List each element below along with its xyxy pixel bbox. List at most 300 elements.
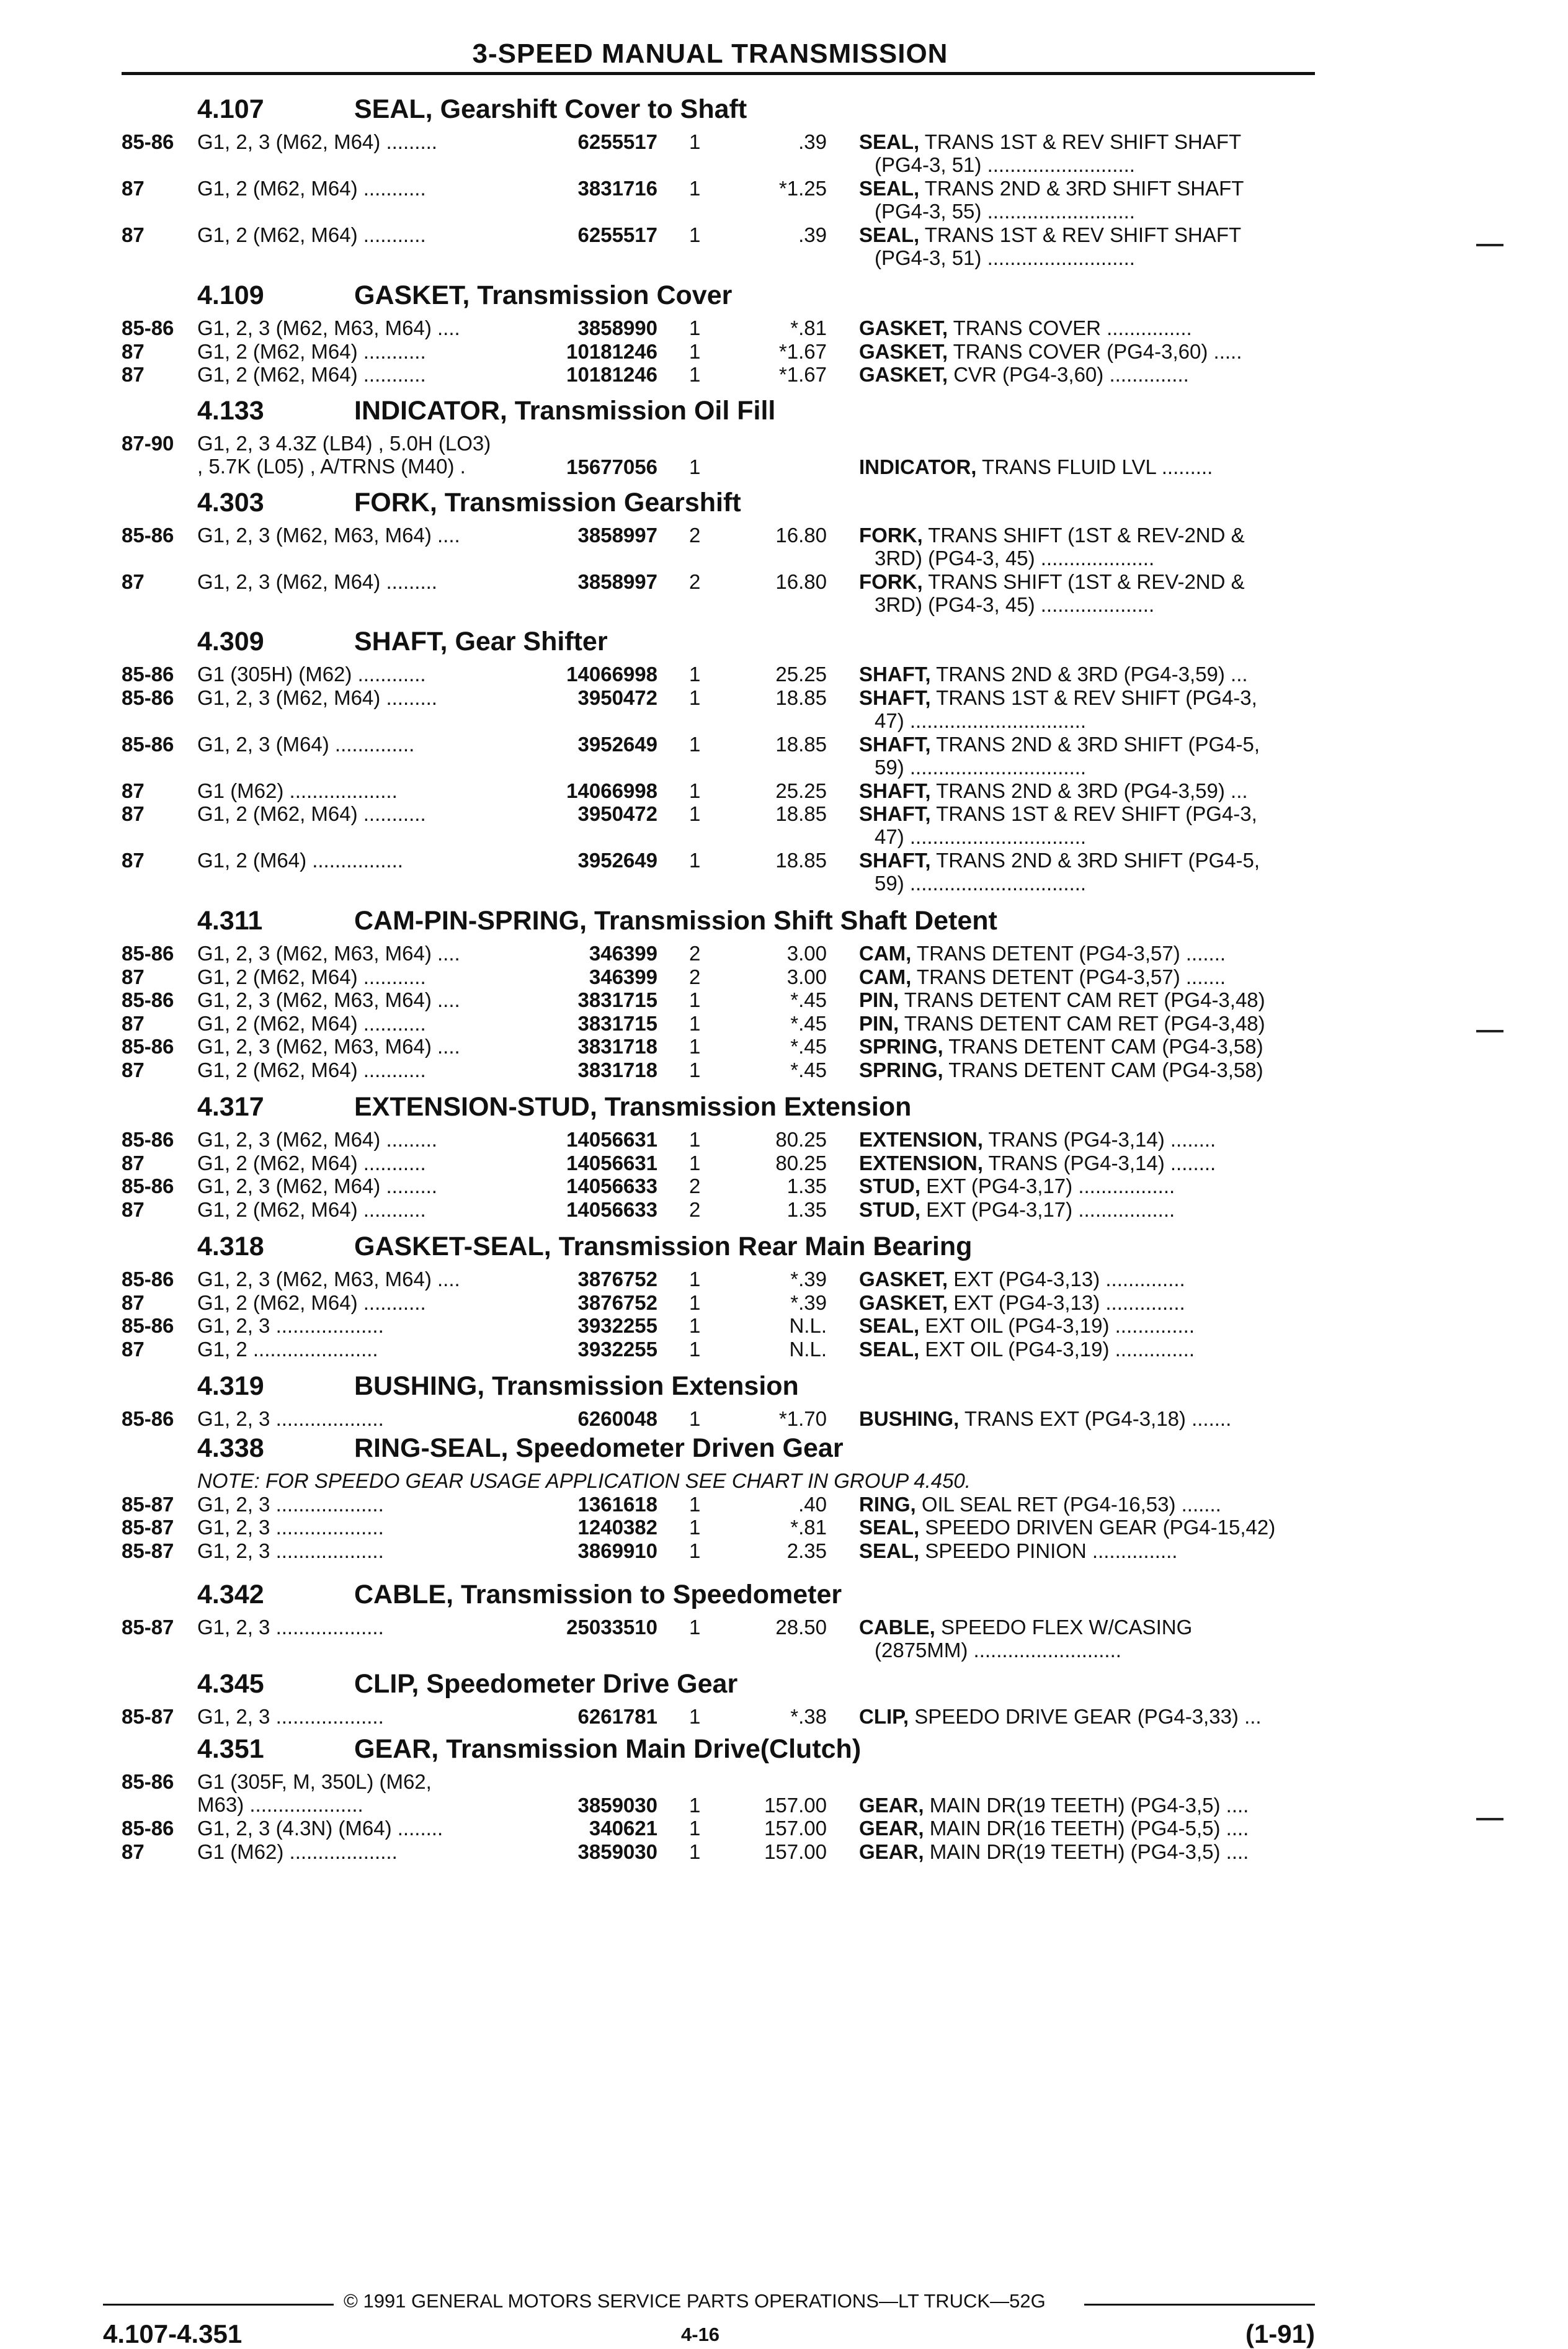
part-row xyxy=(0,1035,1568,1058)
description xyxy=(859,1035,1315,1058)
application-line: G1, 2 (M62, M64) ........... xyxy=(197,1058,426,1081)
description-text: MAIN DR(16 TEETH) (PG4-5,5) .... xyxy=(929,1817,1249,1840)
application-line: G1, 2 ...................... xyxy=(197,1337,378,1361)
part-row xyxy=(0,1840,1568,1864)
price: *.38 xyxy=(790,1705,827,1728)
application-line: G1, 2, 3 ................... xyxy=(197,1616,384,1639)
price: 16.80 xyxy=(775,524,827,547)
description xyxy=(859,1616,1315,1662)
application-line: G1, 2, 3 (M62, M64) ......... xyxy=(197,1174,437,1197)
description-text: TRANS 2ND & 3RD SHIFT (PG4-5, xyxy=(936,849,1260,872)
quantity: 1 xyxy=(689,988,701,1011)
model-year: 85-86 xyxy=(122,1268,174,1291)
description xyxy=(859,686,1315,732)
part-number: 3952649 xyxy=(577,849,657,872)
description xyxy=(859,1012,1315,1035)
description-text: SPEEDO FLEX W/CASING xyxy=(941,1616,1193,1639)
model-year: 85-87 xyxy=(122,1539,174,1562)
description xyxy=(859,849,1315,895)
application xyxy=(197,1770,532,1816)
quantity: 1 xyxy=(689,849,701,872)
price: 1.35 xyxy=(786,1197,827,1221)
part-row xyxy=(0,1268,1568,1291)
part-number: 14056633 xyxy=(566,1197,657,1221)
quantity: 1 xyxy=(689,779,701,802)
quantity: 1 xyxy=(689,686,701,709)
part-row xyxy=(0,340,1568,364)
description-text: TRANS 2ND & 3RD (PG4-3,59) ... xyxy=(936,779,1248,802)
description xyxy=(859,733,1315,779)
part-number: 14066998 xyxy=(566,663,657,686)
application-line: G1, 2, 3 ................... xyxy=(197,1705,384,1728)
margin-mark xyxy=(1476,1818,1503,1820)
application-line: G1, 2, 3 ................... xyxy=(197,1516,384,1539)
description xyxy=(859,779,1315,802)
description-line xyxy=(859,965,1315,988)
application xyxy=(197,340,532,363)
description xyxy=(859,1174,1315,1197)
part-noun: SEAL, xyxy=(859,1337,920,1361)
price: 1.35 xyxy=(786,1174,827,1197)
description xyxy=(859,1058,1315,1081)
part-number: 1361618 xyxy=(577,1492,657,1516)
group-number: 4.342 xyxy=(197,1580,264,1609)
quantity: 1 xyxy=(689,732,701,756)
quantity: 1 xyxy=(689,1840,701,1863)
description-text: TRANS SHIFT (1ST & REV-2ND & xyxy=(928,570,1245,593)
description-line xyxy=(859,1705,1315,1728)
part-number: 3831718 xyxy=(577,1035,657,1058)
application-line: G1, 2 (M62, M64) ........... xyxy=(197,1291,426,1314)
quantity: 2 xyxy=(689,1197,701,1221)
price: 16.80 xyxy=(775,570,827,593)
model-year: 87 xyxy=(122,1291,145,1314)
margin-mark xyxy=(1476,244,1503,246)
description-line xyxy=(859,1198,1315,1221)
description-line xyxy=(859,1539,1315,1562)
application-line: G1, 2, 3 (M62, M64) ......... xyxy=(197,570,437,593)
part-noun: SHAFT, xyxy=(859,732,931,756)
description-text: CVR (PG4-3,60) .............. xyxy=(953,363,1189,386)
application xyxy=(197,1058,532,1081)
application-line: G1, 2, 3 (M62, M63, M64) .... xyxy=(197,316,460,339)
description-line xyxy=(859,942,1315,965)
application xyxy=(197,1338,532,1361)
description-text: TRANS COVER (PG4-3,60) ..... xyxy=(953,339,1242,363)
part-row xyxy=(0,1493,1568,1516)
application-line: G1, 2, 3 (M62, M63, M64) .... xyxy=(197,942,460,965)
application xyxy=(197,1705,532,1728)
quantity: 1 xyxy=(689,1793,701,1817)
application-line: M63) .................... xyxy=(197,1793,363,1816)
description-line xyxy=(859,1268,1315,1291)
description-line xyxy=(859,1516,1315,1539)
description-text: MAIN DR(19 TEETH) (PG4-3,5) .... xyxy=(929,1793,1249,1817)
price: 28.50 xyxy=(775,1616,827,1639)
description-continuation: 59) ............................... xyxy=(875,755,1087,779)
price: 157.00 xyxy=(764,1817,827,1840)
price: *.81 xyxy=(790,1516,827,1539)
part-noun: SHAFT, xyxy=(859,686,931,709)
description-line xyxy=(859,223,1315,246)
model-year: 87 xyxy=(122,849,145,872)
part-noun: GASKET, xyxy=(859,363,948,386)
group-number: 4.107 xyxy=(197,94,264,124)
model-year: 85-86 xyxy=(122,942,174,965)
price: 2.35 xyxy=(786,1539,827,1562)
page-title: 3-SPEED MANUAL TRANSMISSION xyxy=(472,38,948,69)
model-year: 87 xyxy=(122,779,145,802)
part-number: 3859030 xyxy=(577,1793,657,1817)
price: *.39 xyxy=(790,1291,827,1314)
price: *.81 xyxy=(790,316,827,339)
application xyxy=(197,1314,532,1337)
price: .39 xyxy=(798,223,827,246)
model-year: 85-87 xyxy=(122,1705,174,1728)
model-year: 85-86 xyxy=(122,732,174,756)
description-line xyxy=(859,1174,1315,1197)
description-line xyxy=(859,1128,1315,1151)
description xyxy=(859,965,1315,988)
part-row xyxy=(0,1705,1568,1729)
part-row xyxy=(0,432,1568,478)
part-row xyxy=(0,1152,1568,1175)
group-number: 4.345 xyxy=(197,1669,264,1699)
application xyxy=(197,1539,532,1562)
group-name: INDICATOR, Transmission Oil Fill xyxy=(354,396,776,426)
model-year: 85-86 xyxy=(122,686,174,709)
description-line xyxy=(859,130,1315,153)
description xyxy=(859,1407,1315,1430)
part-noun: STUD, xyxy=(859,1197,920,1221)
description-text: TRANS DETENT CAM RET (PG4-3,48) xyxy=(904,988,1265,1011)
description-text: OIL SEAL RET (PG4-16,53) ....... xyxy=(921,1492,1221,1516)
model-year: 87 xyxy=(122,1197,145,1221)
application xyxy=(197,1516,532,1539)
model-year: 85-87 xyxy=(122,1616,174,1639)
part-number: 25033510 xyxy=(566,1616,657,1639)
description xyxy=(859,1840,1315,1863)
footer-rule-right xyxy=(1084,2304,1315,2306)
part-row xyxy=(0,1616,1568,1662)
part-row xyxy=(0,1338,1568,1361)
description-text: TRANS EXT (PG4-3,18) ....... xyxy=(964,1407,1232,1430)
part-noun: PIN, xyxy=(859,988,899,1011)
part-number: 3932255 xyxy=(577,1314,657,1337)
model-year: 85-86 xyxy=(122,130,174,153)
price: N.L. xyxy=(789,1337,827,1361)
part-noun: FORK, xyxy=(859,524,923,547)
part-noun: GASKET, xyxy=(859,1268,948,1291)
application-line: G1, 2, 3 ................... xyxy=(197,1407,384,1430)
application xyxy=(197,1012,532,1035)
application xyxy=(197,524,532,547)
application-line: G1, 2 (M62, M64) ........... xyxy=(197,223,426,246)
description-line xyxy=(859,177,1315,200)
application xyxy=(197,1407,532,1430)
description-text: TRANS 1ST & REV SHIFT SHAFT xyxy=(924,223,1242,246)
model-year: 87 xyxy=(122,339,145,363)
application-line: G1 (305F, M, 350L) (M62, xyxy=(197,1770,432,1793)
description-text: TRANS DETENT CAM RET (PG4-3,48) xyxy=(904,1011,1265,1035)
part-row xyxy=(0,733,1568,779)
application xyxy=(197,363,532,386)
application xyxy=(197,1840,532,1863)
price: *1.67 xyxy=(778,339,827,363)
part-number: 3950472 xyxy=(577,686,657,709)
part-noun: SHAFT, xyxy=(859,849,931,872)
description-line xyxy=(859,1058,1315,1081)
application-line: G1, 2, 3 (M62, M63, M64) .... xyxy=(197,988,460,1011)
part-number: 6261781 xyxy=(577,1705,657,1728)
part-number: 346399 xyxy=(589,965,657,988)
part-noun: SPRING, xyxy=(859,1058,943,1081)
part-noun: GEAR, xyxy=(859,1793,924,1817)
application xyxy=(197,1493,532,1516)
description xyxy=(859,1516,1315,1539)
application xyxy=(197,663,532,686)
description-line xyxy=(859,849,1315,872)
part-row xyxy=(0,686,1568,733)
quantity: 1 xyxy=(689,339,701,363)
description-text: EXT OIL (PG4-3,19) .............. xyxy=(925,1314,1195,1337)
group-name: SEAL, Gearshift Cover to Shaft xyxy=(354,94,747,124)
description-text: TRANS DETENT CAM (PG4-3,58) xyxy=(948,1058,1263,1081)
application-line: G1, 2, 3 4.3Z (LB4) , 5.0H (LO3) xyxy=(197,432,491,455)
part-row xyxy=(0,130,1568,177)
price: .39 xyxy=(798,130,827,153)
description-text: TRANS 2ND & 3RD SHIFT SHAFT xyxy=(924,177,1244,200)
application-line: G1, 2, 3 (M62, M64) ......... xyxy=(197,686,437,709)
description xyxy=(859,1794,1315,1817)
part-number: 3858990 xyxy=(577,316,657,339)
description-text: TRANS 2ND & 3RD SHIFT (PG4-5, xyxy=(936,732,1260,756)
description xyxy=(859,363,1315,386)
part-number: 3869910 xyxy=(577,1539,657,1562)
part-noun: PIN, xyxy=(859,1011,899,1035)
part-noun: INDICATOR, xyxy=(859,455,977,478)
footer-date: (1-91) xyxy=(1245,2319,1315,2348)
part-row xyxy=(0,779,1568,803)
quantity: 1 xyxy=(689,177,701,200)
quantity: 2 xyxy=(689,570,701,593)
price: 25.25 xyxy=(775,779,827,802)
model-year: 87 xyxy=(122,1840,145,1863)
quantity: 1 xyxy=(689,1337,701,1361)
group-number: 4.109 xyxy=(197,280,264,310)
part-number: 3876752 xyxy=(577,1268,657,1291)
part-row xyxy=(0,1128,1568,1152)
description-line xyxy=(859,1493,1315,1516)
description xyxy=(859,1817,1315,1840)
description-text: SPEEDO PINION ............... xyxy=(925,1539,1178,1562)
quantity: 1 xyxy=(689,316,701,339)
description-line xyxy=(859,1616,1315,1639)
part-row xyxy=(0,1291,1568,1315)
application xyxy=(197,1616,532,1639)
part-row xyxy=(0,1770,1568,1817)
price: *.45 xyxy=(790,1011,827,1035)
quantity: 1 xyxy=(689,1705,701,1728)
part-noun: RING, xyxy=(859,1492,916,1516)
description xyxy=(859,1493,1315,1516)
part-number: 3831715 xyxy=(577,988,657,1011)
description-line xyxy=(859,1314,1315,1337)
application xyxy=(197,1817,532,1840)
model-year: 85-86 xyxy=(122,1174,174,1197)
application xyxy=(197,570,532,593)
price: 80.25 xyxy=(775,1128,827,1151)
price: N.L. xyxy=(789,1314,827,1337)
description-text: TRANS (PG4-3,14) ........ xyxy=(988,1151,1216,1174)
part-number: 3831718 xyxy=(577,1058,657,1081)
description xyxy=(859,177,1315,223)
quantity: 1 xyxy=(689,1817,701,1840)
part-noun: SPRING, xyxy=(859,1035,943,1058)
part-number: 3831715 xyxy=(577,1011,657,1035)
description-line xyxy=(859,455,1315,478)
description-line xyxy=(859,802,1315,825)
description xyxy=(859,570,1315,616)
group-number: 4.338 xyxy=(197,1433,264,1463)
part-number: 14056631 xyxy=(566,1151,657,1174)
description xyxy=(859,1291,1315,1314)
application-line: G1, 2, 3 (M62, M63, M64) .... xyxy=(197,1035,460,1058)
application-line: G1, 2 (M62, M64) ........... xyxy=(197,965,426,988)
description-line xyxy=(859,1407,1315,1430)
part-row xyxy=(0,942,1568,965)
quantity: 1 xyxy=(689,1128,701,1151)
description-text: TRANS DETENT CAM (PG4-3,58) xyxy=(948,1035,1263,1058)
model-year: 85-86 xyxy=(122,988,174,1011)
part-row xyxy=(0,1539,1568,1563)
model-year: 87 xyxy=(122,1151,145,1174)
price: 157.00 xyxy=(764,1793,827,1817)
group-name: EXTENSION-STUD, Transmission Extension xyxy=(354,1092,912,1122)
part-number: 3932255 xyxy=(577,1337,657,1361)
part-noun: GEAR, xyxy=(859,1840,924,1863)
description-text: TRANS DETENT (PG4-3,57) ....... xyxy=(916,965,1226,988)
part-noun: BUSHING, xyxy=(859,1407,960,1430)
footer-copyright: © 1991 GENERAL MOTORS SERVICE PARTS OPERATIONS—LT TRUCK—52G xyxy=(344,2290,1046,2312)
description-line xyxy=(859,1817,1315,1840)
application xyxy=(197,1268,532,1291)
application-line: G1, 2, 3 ................... xyxy=(197,1314,384,1337)
part-noun: CLIP, xyxy=(859,1705,909,1728)
price: 18.85 xyxy=(775,732,827,756)
part-number: 6255517 xyxy=(577,130,657,153)
description xyxy=(859,316,1315,339)
footer-rule-left xyxy=(103,2304,334,2306)
part-noun: CAM, xyxy=(859,965,912,988)
price: *.45 xyxy=(790,1035,827,1058)
group-name: BUSHING, Transmission Extension xyxy=(354,1371,799,1401)
description-line xyxy=(859,1291,1315,1314)
description xyxy=(859,524,1315,570)
part-number: 3858997 xyxy=(577,570,657,593)
description-text: TRANS DETENT (PG4-3,57) ....... xyxy=(916,942,1226,965)
part-row xyxy=(0,849,1568,895)
quantity: 1 xyxy=(689,1407,701,1430)
part-noun: CABLE, xyxy=(859,1616,935,1639)
part-noun: SHAFT, xyxy=(859,779,931,802)
quantity: 1 xyxy=(689,1151,701,1174)
margin-mark xyxy=(1476,1030,1503,1032)
description-line xyxy=(859,663,1315,686)
application-line: G1, 2, 3 (M62, M63, M64) .... xyxy=(197,524,460,547)
description-line xyxy=(859,340,1315,363)
description-line xyxy=(859,1012,1315,1035)
description xyxy=(859,1152,1315,1174)
part-noun: SEAL, xyxy=(859,1539,920,1562)
description xyxy=(859,130,1315,176)
part-noun: SEAL, xyxy=(859,177,920,200)
model-year: 87 xyxy=(122,177,145,200)
description-text: EXT (PG4-3,13) .............. xyxy=(953,1268,1185,1291)
description-text: SPEEDO DRIVE GEAR (PG4-3,33) ... xyxy=(914,1705,1262,1728)
description-continuation: 3RD) (PG4-3, 45) .................... xyxy=(875,547,1155,570)
price: 18.85 xyxy=(775,849,827,872)
description-continuation: 47) ............................... xyxy=(875,709,1087,732)
application-line: G1, 2 (M64) ................ xyxy=(197,849,403,872)
application-line: G1, 2 (M62, M64) ........... xyxy=(197,363,426,386)
application-line: G1, 2, 3 (M64) .............. xyxy=(197,732,415,756)
description-text: EXT (PG4-3,17) ................. xyxy=(926,1174,1175,1197)
group-name: RING-SEAL, Speedometer Driven Gear xyxy=(354,1433,844,1463)
description-line xyxy=(859,1152,1315,1174)
part-number: 3952649 xyxy=(577,732,657,756)
group-number: 4.317 xyxy=(197,1092,264,1122)
part-row xyxy=(0,1407,1568,1431)
part-noun: SHAFT, xyxy=(859,802,931,825)
application xyxy=(197,779,532,802)
model-year: 87 xyxy=(122,1011,145,1035)
part-number: 3831716 xyxy=(577,177,657,200)
application xyxy=(197,130,532,153)
application xyxy=(197,733,532,756)
application xyxy=(197,1035,532,1058)
description-text: EXT (PG4-3,13) .............. xyxy=(953,1291,1185,1314)
group-name: SHAFT, Gear Shifter xyxy=(354,627,608,656)
part-row xyxy=(0,1516,1568,1539)
description xyxy=(859,340,1315,363)
part-number: 3950472 xyxy=(577,802,657,825)
description-line xyxy=(859,1035,1315,1058)
application xyxy=(197,802,532,825)
quantity: 1 xyxy=(689,223,701,246)
model-year: 85-86 xyxy=(122,1770,174,1793)
group-number: 4.351 xyxy=(197,1734,264,1764)
price: *.39 xyxy=(790,1268,827,1291)
quantity: 2 xyxy=(689,942,701,965)
description-line xyxy=(859,1840,1315,1863)
description-continuation: (PG4-3, 55) .......................... xyxy=(875,200,1135,223)
part-noun: FORK, xyxy=(859,570,923,593)
description-text: SPEEDO DRIVEN GEAR (PG4-15,42) xyxy=(925,1516,1276,1539)
part-number: 3876752 xyxy=(577,1291,657,1314)
description-continuation: (PG4-3, 51) .......................... xyxy=(875,246,1135,269)
part-row xyxy=(0,802,1568,849)
description-continuation: 47) ............................... xyxy=(875,825,1087,848)
price: 18.85 xyxy=(775,802,827,825)
description-line xyxy=(859,363,1315,386)
application xyxy=(197,686,532,709)
price: .40 xyxy=(798,1492,827,1516)
application xyxy=(197,177,532,200)
part-row xyxy=(0,1012,1568,1036)
part-number: 6260048 xyxy=(577,1407,657,1430)
part-number: 10181246 xyxy=(566,339,657,363)
